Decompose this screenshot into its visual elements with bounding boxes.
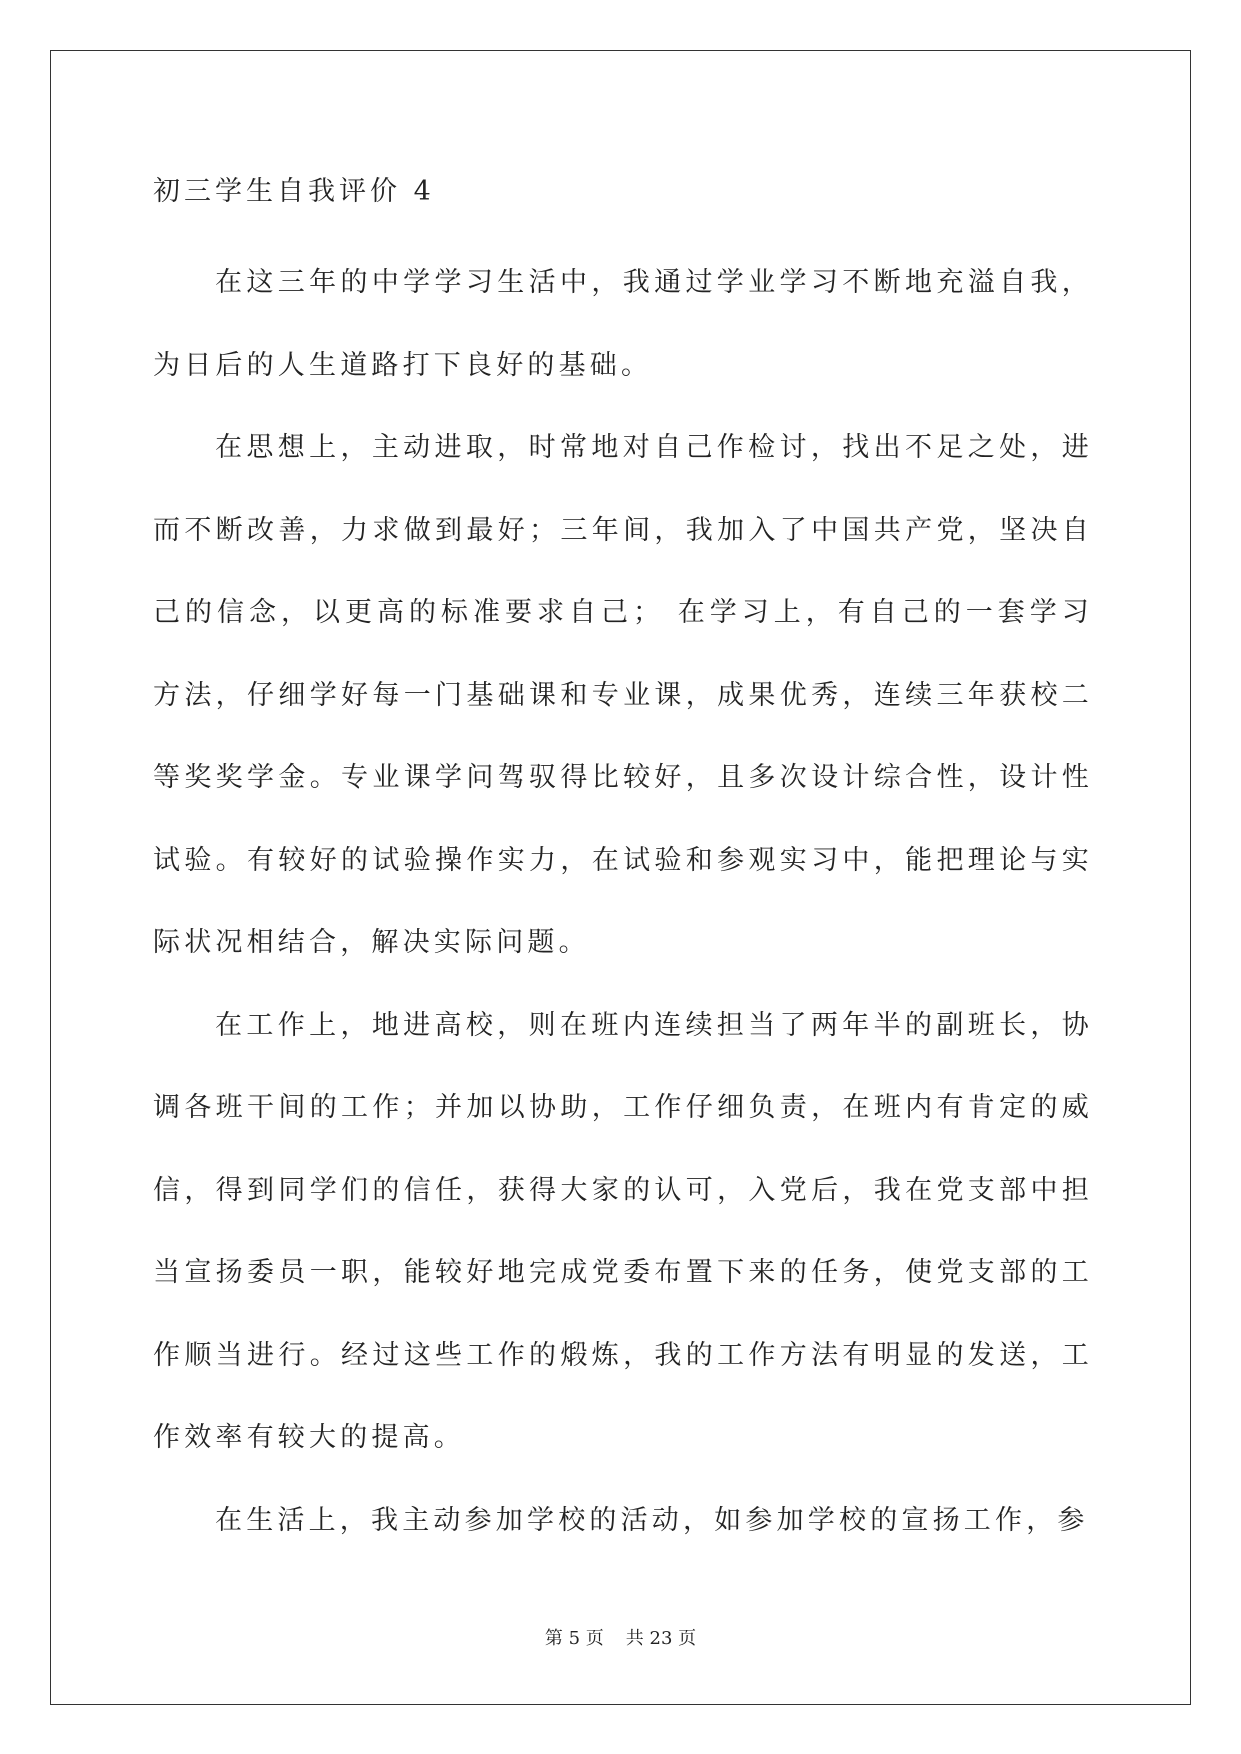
document-title: 初三学生自我评价 4 xyxy=(153,176,435,207)
paragraph-life: 在生活上，我主动参加学校的活动，如参加学校的宣扬工作，参 xyxy=(215,1504,1089,1536)
page-total: 共 23 页 xyxy=(625,1628,697,1649)
paragraph-intro: 在这三年的中学学习生活中，我通过学业学习不断地充溢自我，为日后的人生道路打下良好的基础。 xyxy=(153,267,1093,381)
document-body xyxy=(153,160,1093,1562)
page-footer xyxy=(0,1624,1241,1650)
paragraph-thought-study: 在思想上，主动进取，时常地对自己作检讨，找出不足之处，进而不断改善，力求做到最好；三年间，我加入了中国共产党，坚决自己的信念，以更高的标准要求自己； 在学习上，有自己的一套学习方法，仔细学好每一门基础课和专业课，成果优秀，连续三年获校二等奖奖学金。专业课学问驾驭得比较好，且多次设计综合性，设计性试验。有较好的试验操作实力，在试验和参观实习中，能把理论与实际状况相结合，解决实际问题。 xyxy=(153,432,1093,958)
paragraph-work: 在工作上，地进高校，则在班内连续担当了两年半的副班长，协调各班干间的工作；并加以协助，工作仔细负责，在班内有肯定的威信，得到同学们的信任，获得大家的认可，入党后，我在党支部中担当宣扬委员一职，能较好地完成党委布置下来的任务，使党支部的工作顺当进行。经过这些工作的煅炼，我的工作方法有明显的发送，工作效率有较大的提高。 xyxy=(153,1009,1093,1453)
page-number: 第 5 页 xyxy=(544,1628,604,1649)
